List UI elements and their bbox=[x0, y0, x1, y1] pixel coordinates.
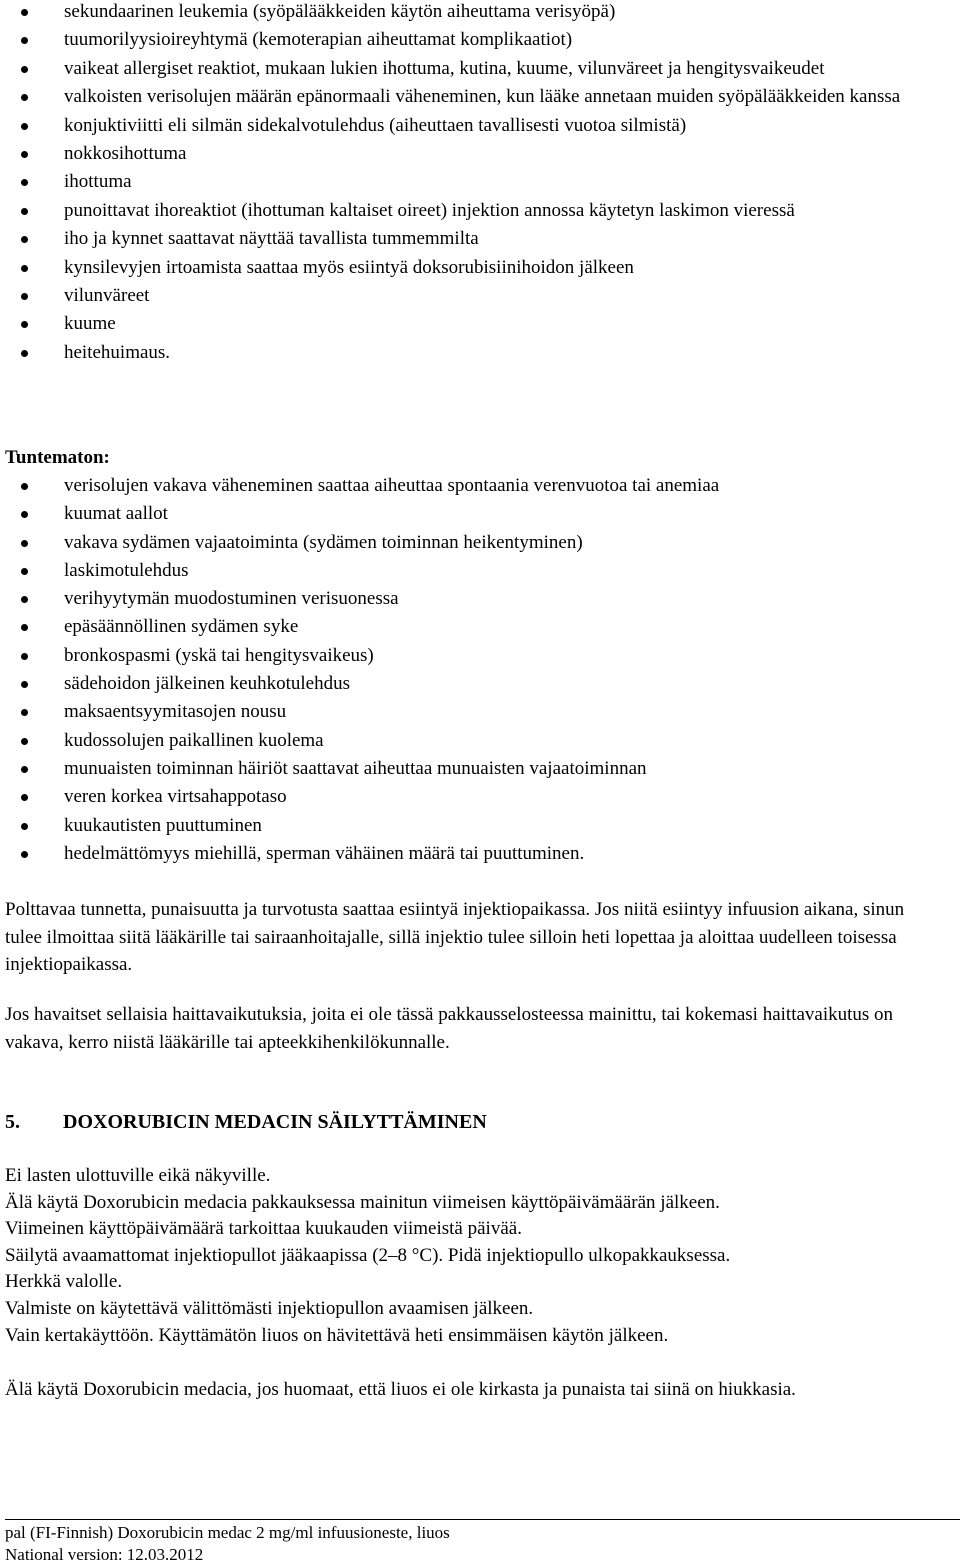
list-item: valkoisten verisolujen määrän epänormaali väheneminen, kun lääke annetaan muiden syöpälääkkeiden kanssa bbox=[0, 83, 960, 111]
storage-line: Säilytä avaamattomat injektiopullot jääkaapissa (2–8 °C). Pidä injektiopullo ulkopakkauksessa. bbox=[5, 1244, 731, 1266]
bullet-icon bbox=[21, 596, 28, 603]
list-item: maksaentsyymitasojen nousu bbox=[0, 698, 960, 726]
list-item: sekundaarinen leukemia (syöpälääkkeiden käytön aiheuttama verisyöpä) bbox=[0, 0, 960, 26]
bullet-icon bbox=[21, 293, 28, 300]
bullet-icon bbox=[21, 738, 28, 745]
bullet-icon bbox=[21, 350, 28, 357]
list-item: kuukautisten puuttuminen bbox=[0, 812, 960, 840]
list-item: sädehoidon jälkeinen keuhkotulehdus bbox=[0, 670, 960, 698]
list-item: veren korkea virtsahappotaso bbox=[0, 783, 960, 811]
section-number: 5. bbox=[5, 1111, 20, 1133]
bullet-icon bbox=[21, 208, 28, 215]
bullet-icon bbox=[21, 823, 28, 830]
bullet-icon bbox=[21, 766, 28, 773]
bullet-icon bbox=[21, 321, 28, 328]
list-item: verisolujen vakava väheneminen saattaa aiheuttaa spontaania verenvuotoa tai anemiaa bbox=[0, 472, 960, 500]
bullet-icon bbox=[21, 37, 28, 44]
page-footer bbox=[5, 1519, 960, 1566]
list-item: nokkosihottuma bbox=[0, 140, 960, 168]
list-item: konjuktiviitti eli silmän sidekalvotulehdus (aiheuttaen tavallisesti vuotoa silmistä) bbox=[0, 112, 960, 140]
section-heading bbox=[5, 1108, 487, 1136]
side-effects-list-unknown bbox=[0, 472, 960, 868]
bullet-icon bbox=[21, 681, 28, 688]
bullet-icon bbox=[21, 9, 28, 16]
storage-line: Älä käytä Doxorubicin medacia pakkauksessa mainitun viimeisen käyttöpäivämäärän jälkeen. bbox=[5, 1191, 720, 1213]
list-item: vilunväreet bbox=[0, 282, 960, 310]
list-item: ihottuma bbox=[0, 168, 960, 196]
bullet-icon bbox=[21, 851, 28, 858]
bullet-icon bbox=[21, 179, 28, 186]
list-item: hedelmättömyys miehillä, sperman vähäinen määrä tai puuttuminen. bbox=[0, 840, 960, 868]
bullet-icon bbox=[21, 511, 28, 518]
storage-line: Vain kertakäyttöön. Käyttämätön liuos on hävitettävä heti ensimmäisen käytön jälkeen. bbox=[5, 1324, 669, 1346]
bullet-icon bbox=[21, 794, 28, 801]
list-item: bronkospasmi (yskä tai hengitysvaikeus) bbox=[0, 642, 960, 670]
list-item: munuaisten toiminnan häiriöt saattavat aiheuttaa munuaisten vajaatoiminnan bbox=[0, 755, 960, 783]
footer-product-line: pal (FI-Finnish) Doxorubicin medac 2 mg/ml infuusioneste, liuos bbox=[5, 1523, 450, 1542]
bullet-icon bbox=[21, 709, 28, 716]
solution-check-paragraph: Älä käytä Doxorubicin medacia, jos huomaat, että liuos ei ole kirkasta ja punaista tai siinä on hiukkasia. bbox=[5, 1379, 796, 1400]
storage-line: Viimeinen käyttöpäivämäärä tarkoittaa kuukauden viimeistä päivää. bbox=[5, 1218, 522, 1240]
list-item: kuumat aallot bbox=[0, 500, 960, 528]
storage-line: Valmiste on käytettävä välittömästi injektiopullon avaamisen jälkeen. bbox=[5, 1297, 534, 1319]
list-item: iho ja kynnet saattavat näyttää tavallista tummemmilta bbox=[0, 225, 960, 253]
bullet-icon bbox=[21, 483, 28, 490]
bullet-icon bbox=[21, 236, 28, 243]
bullet-icon bbox=[21, 94, 28, 101]
bullet-icon bbox=[21, 123, 28, 130]
storage-line: Herkkä valolle. bbox=[5, 1271, 123, 1293]
list-item: punoittavat ihoreaktiot (ihottuman kaltaiset oireet) injektion annossa käytetyn laskimon vieressä bbox=[0, 197, 960, 225]
side-effects-list-top bbox=[0, 0, 960, 367]
list-item: kynsilevyjen irtoamista saattaa myös esiintyä doksorubisiinihoidon jälkeen bbox=[0, 254, 960, 282]
list-item: verihyytymän muodostuminen verisuonessa bbox=[0, 585, 960, 613]
bullet-icon bbox=[21, 265, 28, 272]
frequency-heading-unknown: Tuntematon: bbox=[5, 447, 110, 468]
bullet-icon bbox=[21, 568, 28, 575]
injection-site-paragraph: Polttavaa tunnetta, punaisuutta ja turvotusta saattaa esiintyä injektiopaikassa. Jos niitä esiintyy infuusion aikana, sinun tulee ilmoittaa siitä lääkärille tai sairaanhoitajalle, sillä injektio tulee silloin heti lopettaa ja aloittaa uudelleen toisessa injektiopaikassa. bbox=[5, 899, 905, 975]
list-item: kudossolujen paikallinen kuolema bbox=[0, 727, 960, 755]
list-item: epäsäännöllinen sydämen syke bbox=[0, 613, 960, 641]
list-item: tuumorilyysioireyhtymä (kemoterapian aiheuttamat komplikaatiot) bbox=[0, 26, 960, 54]
storage-instructions bbox=[5, 1163, 945, 1349]
list-item: kuume bbox=[0, 310, 960, 338]
bullet-icon bbox=[21, 540, 28, 547]
bullet-icon bbox=[21, 653, 28, 660]
storage-line: Ei lasten ulottuville eikä näkyville. bbox=[5, 1165, 271, 1186]
bullet-icon bbox=[21, 66, 28, 73]
list-item: vakava sydämen vajaatoiminta (sydämen toiminnan heikentyminen) bbox=[0, 529, 960, 557]
list-item: vaikeat allergiset reaktiot, mukaan lukien ihottuma, kutina, kuume, vilunväreet ja hengitysvaikeudet bbox=[0, 55, 960, 83]
list-item: laskimotulehdus bbox=[0, 557, 960, 585]
list-item: heitehuimaus. bbox=[0, 339, 960, 367]
report-side-effects-paragraph: Jos havaitset sellaisia haittavaikutuksia, joita ei ole tässä pakkausselosteessa mainittu, tai kokemasi haittavaikutus on vakava, kerro niistä lääkärille tai apteekkihenkilökunnalle. bbox=[5, 1004, 894, 1053]
bullet-icon bbox=[21, 624, 28, 631]
footer-version-line: National version: 12.03.2012 bbox=[5, 1545, 204, 1564]
section-title: DOXORUBICIN MEDACIN SÄILYTTÄMINEN bbox=[63, 1111, 487, 1133]
bullet-icon bbox=[21, 151, 28, 158]
